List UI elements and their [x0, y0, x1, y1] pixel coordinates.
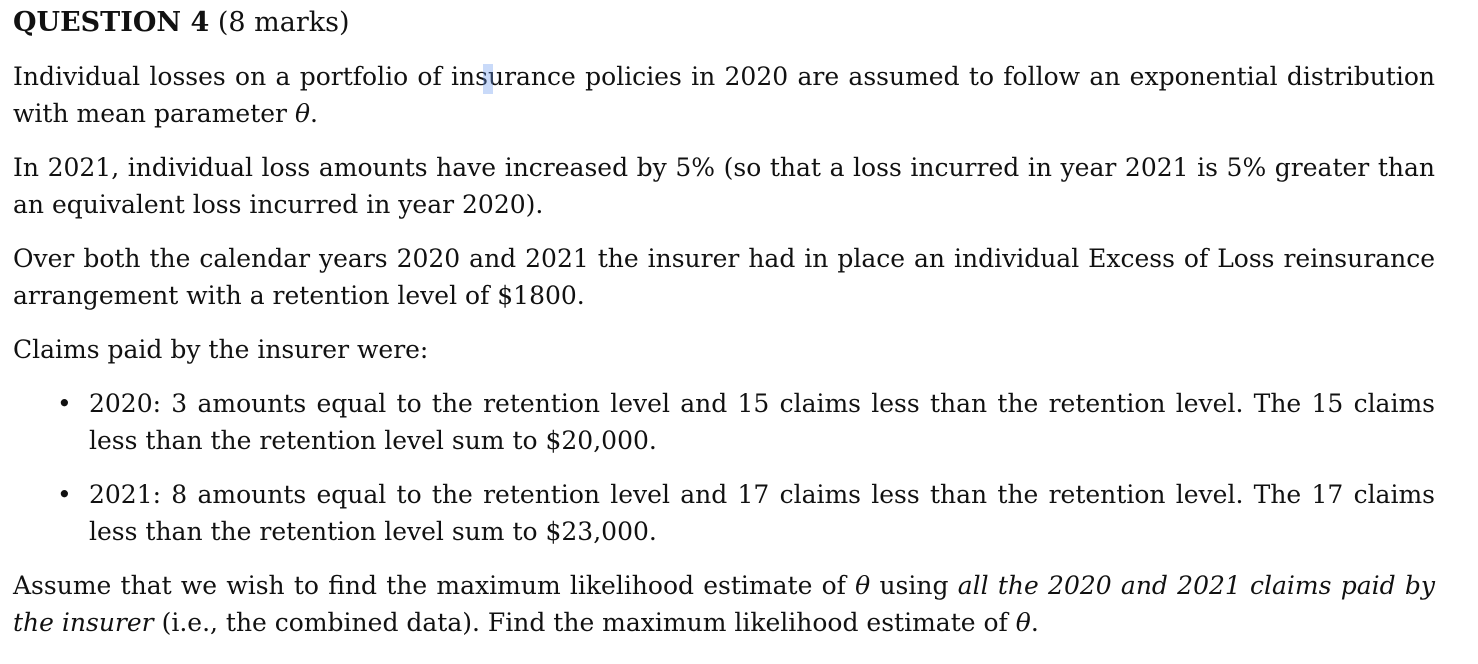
task-text-3: (i.e., the combined data). Find the maximum likelihood estimate of [153, 608, 1016, 637]
paragraph-distribution [13, 58, 1435, 132]
claims-list [13, 385, 1435, 550]
task-text-4: . [1030, 608, 1039, 637]
theta-symbol: θ [855, 571, 871, 600]
list-item-text: 2020: 3 amounts equal to the retention level and 15 claims less than the retention level. The 15 claims less than the retention level sum to $20,000. [89, 389, 1435, 455]
paragraph-reinsurance: Over both the calendar years 2020 and 2021 the insurer had in place an individual Excess of Loss reinsurance arrangement with a retention level of $1800. [13, 244, 1435, 310]
paragraph-task [13, 567, 1435, 641]
task-text-1: Assume that we wish to find the maximum likelihood estimate of [13, 571, 856, 600]
question-marks: (8 marks) [217, 7, 350, 38]
paragraph-claims-intro: Claims paid by the insurer were: [13, 335, 429, 364]
question-heading [13, 4, 1435, 42]
theta-symbol: θ [294, 99, 311, 128]
list-item-text: 2021: 8 amounts equal to the retention level and 17 claims less than the retention level. The 17 claims less than the retention level sum to $23,000. [89, 480, 1435, 546]
paragraph-distribution-text: Individual losses on a portfolio of insurance policies in 2020 are assumed to follow an exponential distribution with mean parameter [13, 62, 1435, 128]
paragraph-inflation: In 2021, individual loss amounts have increased by 5% (so that a loss incurred in year 2021 is 5% greater than an equivalent loss incurred in year 2020). [13, 153, 1435, 219]
list-item-2020 [13, 385, 1435, 459]
theta-symbol: θ [1015, 608, 1031, 637]
question-title: QUESTION 4 [13, 7, 210, 38]
question-document [13, 4, 1435, 658]
bullet-marker: • [57, 480, 72, 509]
task-emphasis: all the 2020 and 2021 claims paid by the insurer [13, 571, 1435, 637]
bullet-marker: • [57, 389, 72, 418]
paragraph-distribution-end: . [310, 99, 318, 128]
task-text-2: using [870, 571, 958, 600]
list-item-2021 [13, 476, 1435, 550]
